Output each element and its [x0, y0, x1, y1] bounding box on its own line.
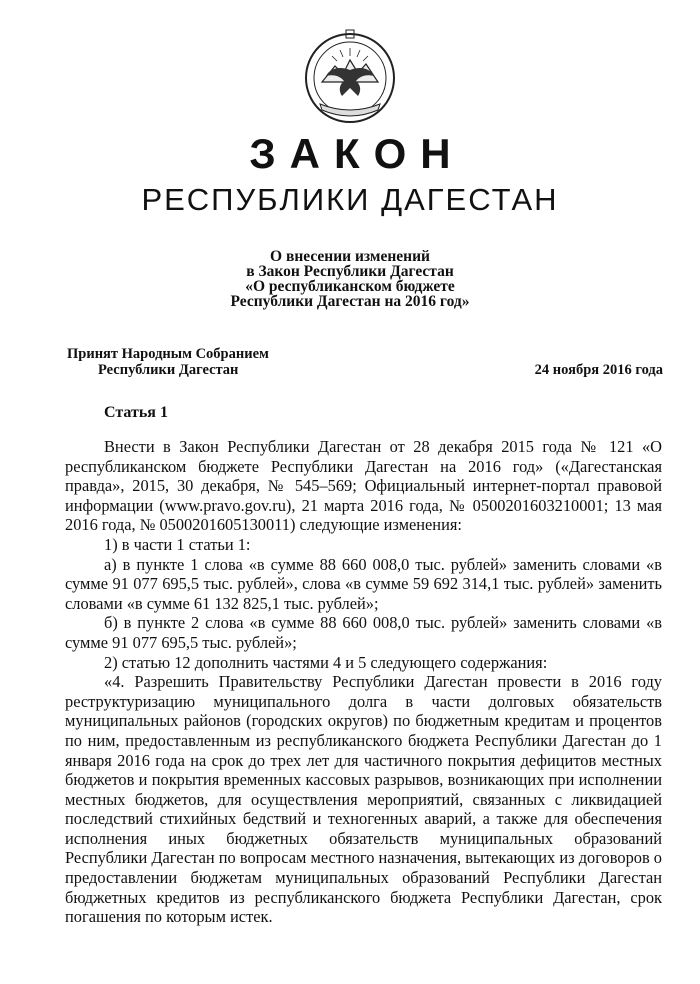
coat-of-arms-icon [300, 26, 400, 126]
law-subtitle [0, 249, 700, 309]
paragraph: 1) в части 1 статьи 1: [104, 534, 251, 554]
subtitle-line: О внесении изменений [270, 248, 430, 265]
law-title: ЗАКОН [249, 130, 465, 177]
adoption-date: 24 ноября 2016 года [534, 362, 663, 378]
adoption-line: Принят Народным Собранием [67, 346, 269, 362]
adoption-line: Республики Дагестан [98, 362, 239, 378]
adoption-statement [67, 346, 269, 378]
article-body [65, 437, 662, 927]
paragraph: а) в пункте 1 слова «в сумме 88 660 008,0 тыс. рублей» заменить словами «в сумме 91 077 695,5 тыс. рублей», слова «в сумме 59 692 314,1 тыс. рублей» заменить словами «в сумме 61 132 825,1 тыс. рублей»; [65, 554, 662, 613]
paragraph: «4. Разрешить Правительству Республики Дагестан провести в 2016 году реструктуризацию муниципального долга в части долговых обязательств муниципальных районов (городских округов) по бюджетным кредитам и процентов по ним, предоставленным из республиканского бюджета Республики Дагестан до 1 января 2016 года на срок до трех лет для частичного покрытия дефицитов местных бюджетов и покрытия временных кассовых разрывов, возникающих при исполнении местных бюджетов, для осуществления мероприятий, связанных с ликвидацией последствий стихийных бедствий и техногенных аварий, а также для обеспечения исполнения иных бюджетных обязательств муниципальных образований Республики Дагестан по вопросам местного назначения, вытекающих из договоров о предоставлении бюджетам муниципальных образований Республики Дагестан бюджетных кредитов из республиканского бюджета Республики Дагестан, срок погашения по которым истек. [65, 672, 662, 927]
paragraph: б) в пункте 2 слова «в сумме 88 660 008,0 тыс. рублей» заменить словами «в сумме 91 077 695,5 тыс. рублей»; [65, 613, 662, 652]
subtitle-line: Республики Дагестан на 2016 год» [230, 293, 470, 310]
paragraph: 2) статью 12 дополнить частями 4 и 5 следующего содержания: [104, 652, 548, 672]
paragraph: Внести в Закон Республики Дагестан от 28 декабря 2015 года № 121 «О республиканском бюджете Республики Дагестан на 2016 год» («Дагестанская правда», 2015, 30 декабря, № 545–569; Официальный интернет-портал правовой информации (www.pravo.gov.ru), 21 марта 2016 года, № 0500201603210001; 13 мая 2016 года, № 0500201605130011) следующие изменения: [65, 437, 662, 535]
subtitle-line: в Закон Республики Дагестан [246, 263, 454, 280]
subtitle-line: «О республиканском бюджете [245, 278, 455, 295]
republic-title: РЕСПУБЛИКИ ДАГЕСТАН [141, 182, 559, 217]
article-heading: Статья 1 [104, 404, 168, 421]
